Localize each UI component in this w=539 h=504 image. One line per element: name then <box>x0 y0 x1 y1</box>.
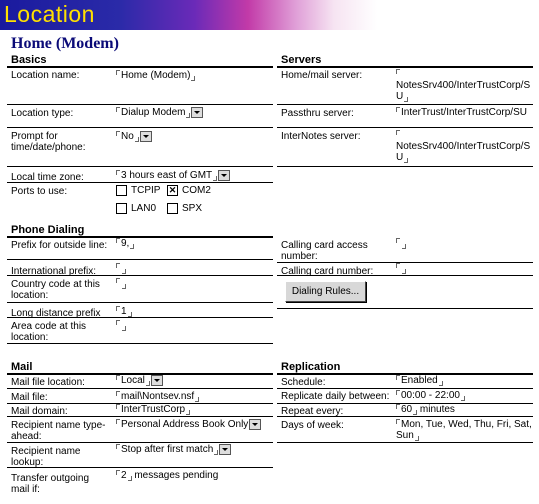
country-code-label: Country code at this location: <box>11 279 100 301</box>
card-access-label: Calling card access number: <box>281 240 368 262</box>
row-divider <box>7 343 273 344</box>
row-divider <box>7 259 273 260</box>
internotes-server-field[interactable]: NotesSrv400/InterTrustCorp/SU <box>396 130 533 163</box>
section-mail-title: Mail <box>11 361 33 373</box>
section-divider <box>277 66 533 68</box>
intl-prefix-field[interactable] <box>116 263 126 274</box>
chevron-down-icon[interactable] <box>219 444 231 455</box>
row-divider <box>277 416 533 417</box>
chevron-down-icon[interactable] <box>249 419 261 430</box>
lookup-label: Recipient name lookup: <box>11 446 81 468</box>
home-server-label: Home/mail server: <box>281 70 363 81</box>
location-name-field[interactable]: Home (Modem) <box>116 70 195 81</box>
prompt-select[interactable]: No <box>116 131 152 142</box>
row-divider <box>7 182 273 183</box>
daily-field[interactable]: 00:00 - 22:00 <box>396 390 465 401</box>
passthru-server-field[interactable]: InterTrust/InterTrustCorp/SU <box>396 107 537 118</box>
row-divider <box>7 467 273 468</box>
port-spx-checkbox[interactable]: SPX <box>167 203 202 214</box>
checkbox-icon[interactable] <box>116 203 127 214</box>
section-servers-title: Servers <box>281 54 322 66</box>
area-code-label: Area code at this location: <box>11 321 87 343</box>
dialing-rules-button[interactable]: Dialing Rules... <box>285 281 366 302</box>
row-divider <box>277 127 533 128</box>
mail-file-field[interactable]: mail\Nontsev.nsf <box>116 391 199 402</box>
prefix-label: Prefix for outside line: <box>11 240 108 251</box>
long-distance-label: Long distance prefix <box>11 308 101 319</box>
section-phone-title: Phone Dialing <box>11 224 85 236</box>
home-server-field[interactable]: NotesSrv400/InterTrustCorp/SU <box>396 69 533 102</box>
days-label: Days of week: <box>281 420 344 431</box>
row-divider <box>277 442 533 443</box>
mail-domain-field[interactable]: InterTrustCorp <box>116 404 190 415</box>
row-divider <box>7 127 273 128</box>
typeahead-label: Recipient name type-ahead: <box>11 420 106 442</box>
intl-prefix-label: International prefix: <box>11 266 97 277</box>
port-tcpip-checkbox[interactable]: TCPIP <box>116 185 160 196</box>
chevron-down-icon[interactable] <box>140 131 152 142</box>
row-divider <box>277 388 533 389</box>
row-divider <box>277 166 533 167</box>
mail-file-location-label: Mail file location: <box>11 377 85 388</box>
passthru-server-label: Passthru server: <box>281 108 354 119</box>
checkbox-checked-icon[interactable]: ✕ <box>168 185 177 195</box>
section-replication-title: Replication <box>281 361 341 373</box>
repeat-field[interactable]: 60 minutes <box>396 404 455 415</box>
repeat-label: Repeat every: <box>281 406 344 417</box>
form-title: Location <box>4 1 95 27</box>
location-type-select[interactable]: Dialup Modem <box>116 107 203 118</box>
typeahead-select[interactable]: Personal Address Book Only <box>116 419 273 430</box>
card-number-label: Calling card number: <box>281 266 374 277</box>
card-number-field[interactable] <box>396 263 406 274</box>
internotes-server-label: InterNotes server: <box>281 131 361 142</box>
timezone-select[interactable]: 3 hours east of GMT <box>116 170 230 181</box>
transfer-suffix: messages pending <box>134 470 219 481</box>
row-divider <box>277 275 533 276</box>
chevron-down-icon[interactable] <box>151 375 163 386</box>
timezone-label: Local time zone: <box>11 172 84 183</box>
transfer-field[interactable]: 2 messages pending <box>116 470 218 481</box>
daily-label: Replicate daily between: <box>281 391 390 402</box>
chevron-down-icon[interactable] <box>218 170 230 181</box>
prefix-field[interactable]: 9, <box>116 238 134 249</box>
repeat-suffix: minutes <box>419 404 455 415</box>
lookup-select[interactable]: Stop after first match <box>116 444 231 455</box>
row-divider <box>7 388 273 389</box>
mail-file-location-select[interactable]: Local <box>116 375 163 386</box>
chevron-down-icon[interactable] <box>191 107 203 118</box>
country-code-field[interactable] <box>116 278 126 289</box>
area-code-field[interactable] <box>116 320 126 331</box>
schedule-label: Schedule: <box>281 377 326 388</box>
port-com2-checkbox[interactable]: ✕ COM2 <box>168 185 211 197</box>
row-divider <box>7 317 273 318</box>
long-distance-field[interactable]: 1 <box>116 306 132 317</box>
page-title: Home (Modem) <box>11 35 119 52</box>
card-access-field[interactable] <box>396 238 406 249</box>
mail-domain-label: Mail domain: <box>11 406 68 417</box>
row-divider <box>7 416 273 417</box>
location-type-label: Location type: <box>11 108 74 119</box>
row-divider <box>7 275 273 276</box>
row-divider <box>7 166 273 167</box>
row-divider <box>277 104 533 105</box>
location-name-label: Location name: <box>11 70 80 81</box>
row-divider <box>7 104 273 105</box>
section-divider <box>7 66 273 68</box>
row-divider <box>7 302 273 303</box>
port-lan0-checkbox[interactable]: LAN0 <box>116 203 156 214</box>
section-divider <box>7 236 273 238</box>
ports-label: Ports to use: <box>11 186 68 197</box>
days-field[interactable]: Mon, Tue, Wed, Thu, Fri, Sat, Sun <box>396 419 532 441</box>
row-divider <box>7 442 273 443</box>
section-basics-title: Basics <box>11 54 47 66</box>
schedule-field[interactable]: Enabled <box>396 375 443 386</box>
checkbox-icon[interactable] <box>167 203 178 214</box>
row-divider <box>277 308 533 309</box>
mail-file-label: Mail file: <box>11 392 48 403</box>
form-banner <box>0 0 539 30</box>
checkbox-icon[interactable] <box>116 185 127 196</box>
transfer-label: Transfer outgoing mail if: <box>11 473 90 495</box>
prompt-label: Prompt for time/date/phone: <box>11 131 86 153</box>
